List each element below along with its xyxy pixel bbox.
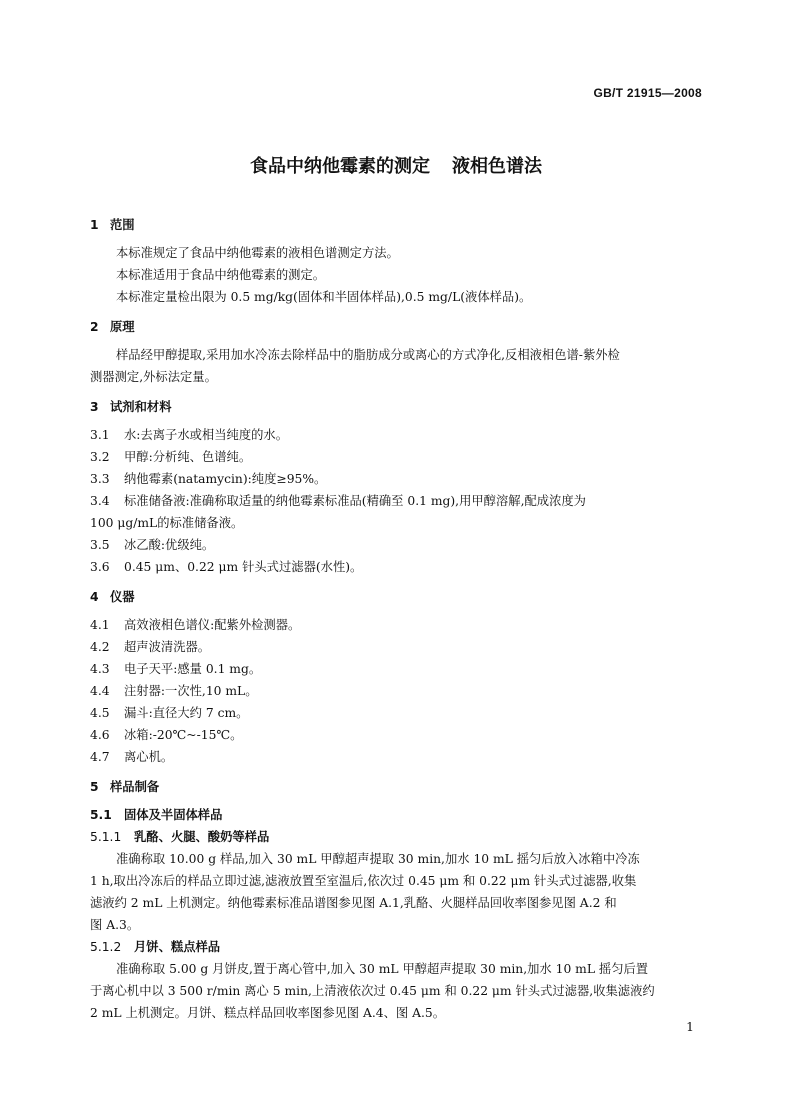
list-item: 3.5 冰乙酸:优级纯。 (90, 538, 215, 552)
list-item: 3.6 0.45 μm、0.22 μm 针头式过滤器(水性)。 (90, 560, 363, 574)
list-item: 4.3 电子天平:感量 0.1 mg。 (90, 662, 262, 676)
paragraph-continuation: 1 h,取出冷冻后的样品立即过滤,滤液放置至室温后,依次过 0.45 μm 和 0.22 μm 针头式过滤器,收集 (90, 874, 637, 888)
paragraph-continuation: 滤液约 2 mL 上机测定。纳他霉素标准品谱图参见图 A.1,乳酪、火腿样品回收率图参见图 A.2 和 (90, 896, 617, 910)
paragraph: 本标准适用于食品中纳他霉素的测定。 (116, 268, 326, 282)
subsection-heading-solid: 5.1 固体及半固体样品 (90, 808, 223, 822)
list-item-continuation: 100 μg/mL的标准储备液。 (90, 516, 244, 530)
subsubsection-heading-cheese: 5.1.1 乳酪、火腿、酸奶等样品 (90, 830, 270, 844)
list-item: 4.1 高效液相色谱仪:配紫外检测器。 (90, 618, 301, 632)
list-item: 3.4 标准储备液:准确称取适量的纳他霉素标准品(精确至 0.1 mg),用甲醇溶解,配成浓度为 (90, 494, 586, 508)
paragraph-continuation: 2 mL 上机测定。月饼、糕点样品回收率图参见图 A.4、图 A.5。 (90, 1006, 446, 1020)
list-item: 3.1 水:去离子水或相当纯度的水。 (90, 428, 289, 442)
paragraph: 准确称取 10.00 g 样品,加入 30 mL 甲醇超声提取 30 min,加水 10 mL 摇匀后放入冰箱中冷冻 (116, 852, 640, 866)
section-heading-principle: 2 原理 (90, 320, 135, 334)
paragraph: 本标准规定了食品中纳他霉素的液相色谱测定方法。 (116, 246, 399, 260)
title-main: 食品中纳他霉素的测定 (250, 156, 430, 177)
paragraph: 本标准定量检出限为 0.5 mg/kg(固体和半固体样品),0.5 mg/L(液体样品)。 (116, 290, 532, 304)
section-heading-scope: 1 范围 (90, 218, 135, 232)
list-item: 4.6 冰箱:-20℃~-15℃。 (90, 728, 243, 742)
section-heading-reagents: 3 试剂和材料 (90, 400, 172, 414)
list-item: 4.2 超声波清洗器。 (90, 640, 211, 654)
document-body (90, 214, 702, 1024)
paragraph-continuation: 图 A.3。 (90, 918, 140, 932)
list-item: 3.2 甲醇:分析纯、色谱纯。 (90, 450, 252, 464)
document-title (0, 152, 792, 178)
page-number: 1 (686, 1020, 694, 1034)
paragraph-continuation: 测器测定,外标法定量。 (90, 370, 217, 384)
section-heading-sample-prep: 5 样品制备 (90, 780, 160, 794)
title-method: 液相色谱法 (452, 156, 542, 177)
list-item: 3.3 纳他霉素(natamycin):纯度≥95%。 (90, 472, 327, 486)
paragraph: 准确称取 5.00 g 月饼皮,置于离心管中,加入 30 mL 甲醇超声提取 30 min,加水 10 mL 摇匀后置 (116, 962, 649, 976)
list-item: 4.5 漏斗:直径大约 7 cm。 (90, 706, 249, 720)
standard-number: GB/T 21915—2008 (593, 86, 702, 100)
subsubsection-heading-mooncake: 5.1.2 月饼、糕点样品 (90, 940, 221, 954)
paragraph-continuation: 于离心机中以 3 500 r/min 离心 5 min,上清液依次过 0.45 μm 和 0.22 μm 针头式过滤器,收集滤液约 (90, 984, 655, 998)
list-item: 4.4 注射器:一次性,10 mL。 (90, 684, 258, 698)
list-item: 4.7 离心机。 (90, 750, 174, 764)
section-heading-apparatus: 4 仪器 (90, 590, 135, 604)
paragraph: 样品经甲醇提取,采用加水冷冻去除样品中的脂肪成分或离心的方式净化,反相液相色谱-紫外检 (116, 348, 620, 362)
